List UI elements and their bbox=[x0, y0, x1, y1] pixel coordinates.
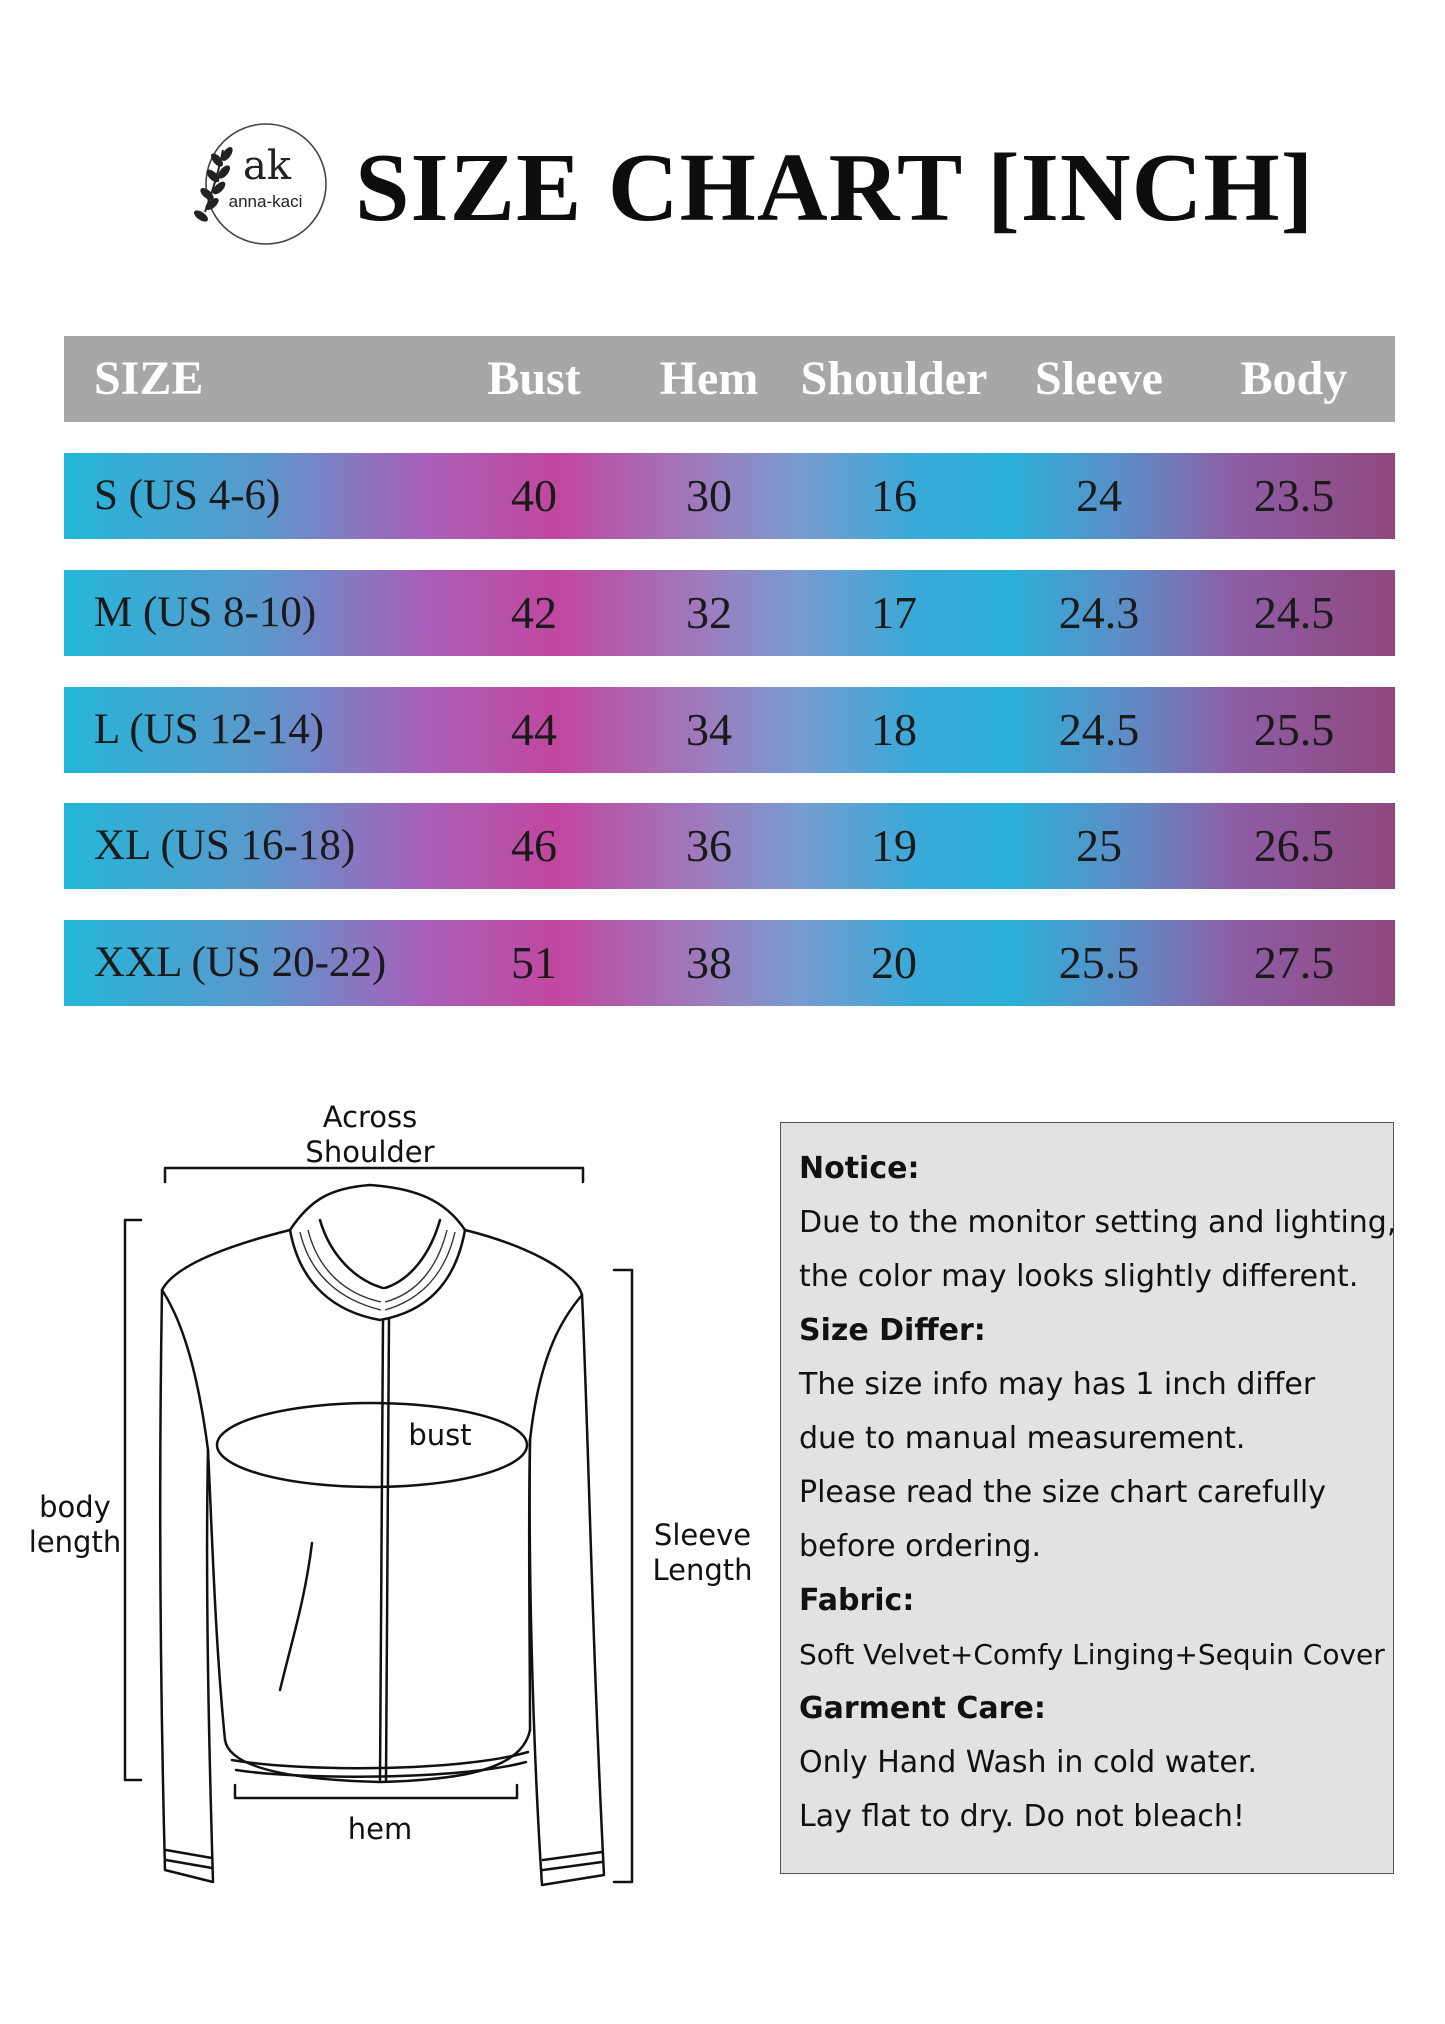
sleeve-length-label bbox=[640, 1518, 765, 1588]
column-header-hem: Hem bbox=[659, 352, 759, 405]
across-shoulder-label bbox=[290, 1100, 450, 1170]
page-title: SIZE CHART [INCH] bbox=[355, 134, 1315, 242]
shoulder-cell: 17 bbox=[871, 587, 917, 638]
bust-cell: 44 bbox=[511, 704, 557, 755]
across-shoulder-line-1: Across bbox=[322, 1100, 418, 1134]
hem-cell: 38 bbox=[686, 937, 732, 988]
column-header-shoulder: Shoulder bbox=[800, 352, 988, 405]
sleeve-cell: 24.3 bbox=[1058, 587, 1140, 638]
body-cell: 27.5 bbox=[1253, 937, 1335, 988]
size-cell: L (US 12-14) bbox=[94, 706, 325, 753]
bust-cell: 40 bbox=[511, 470, 557, 521]
hem-cell: 34 bbox=[686, 704, 732, 755]
size-differ-text: due to manual measurement. bbox=[799, 1421, 1246, 1456]
table-row bbox=[64, 453, 1395, 539]
brand-logo bbox=[183, 120, 328, 250]
table-row bbox=[64, 920, 1395, 1006]
size-differ-text: before ordering. bbox=[799, 1529, 1042, 1564]
notice-text: the color may looks slightly different. bbox=[799, 1259, 1359, 1294]
size-cell: M (US 8-10) bbox=[94, 589, 317, 636]
measurement-diagram bbox=[0, 1080, 780, 1930]
table-row bbox=[64, 570, 1395, 656]
hem-label: hem bbox=[347, 1812, 413, 1846]
column-header-body: Body bbox=[1240, 352, 1348, 405]
table-row bbox=[64, 687, 1395, 773]
hem-cell: 36 bbox=[686, 820, 732, 871]
body-length-line-2: length bbox=[28, 1525, 122, 1559]
sleeve-cell: 24 bbox=[1076, 470, 1122, 521]
bust-cell: 42 bbox=[511, 587, 557, 638]
column-header-sleeve: Sleeve bbox=[1035, 352, 1163, 405]
body-cell: 23.5 bbox=[1253, 470, 1335, 521]
bust-cell: 46 bbox=[511, 820, 557, 871]
sleeve-cell: 25.5 bbox=[1058, 937, 1140, 988]
shoulder-cell: 19 bbox=[871, 820, 917, 871]
size-cell: S (US 4-6) bbox=[94, 472, 281, 519]
across-shoulder-line-2: Shoulder bbox=[305, 1135, 435, 1169]
logo-wordmark: anna-kaci bbox=[228, 192, 303, 211]
column-header-size: SIZE bbox=[94, 352, 204, 405]
fabric-text: Soft Velvet+Comfy Linging+Sequin Cover bbox=[799, 1638, 1385, 1671]
sleeve-length-line-2: Length bbox=[652, 1553, 753, 1587]
bust-cell: 51 bbox=[511, 937, 557, 988]
body-cell: 25.5 bbox=[1253, 704, 1335, 755]
size-differ-text: Please read the size chart carefully bbox=[799, 1475, 1326, 1510]
notice-box bbox=[780, 1122, 1397, 1874]
hem-cell: 30 bbox=[686, 470, 732, 521]
notice-heading: Notice: bbox=[799, 1151, 920, 1186]
fabric-heading: Fabric: bbox=[799, 1583, 915, 1618]
garment-care-heading: Garment Care: bbox=[799, 1691, 1046, 1726]
body-cell: 24.5 bbox=[1253, 587, 1335, 638]
size-cell: XL (US 16-18) bbox=[94, 822, 356, 869]
garment-care-text: Lay flat to dry. Do not bleach! bbox=[799, 1799, 1245, 1834]
body-length-line-1: body bbox=[39, 1490, 111, 1524]
table-header bbox=[64, 336, 1395, 422]
shoulder-cell: 16 bbox=[871, 470, 917, 521]
notice-text: Due to the monitor setting and lighting, bbox=[799, 1205, 1397, 1240]
body-cell: 26.5 bbox=[1253, 820, 1335, 871]
shoulder-cell: 18 bbox=[871, 704, 917, 755]
sleeve-cell: 24.5 bbox=[1058, 704, 1140, 755]
hem-cell: 32 bbox=[686, 587, 732, 638]
logo-monogram: ak bbox=[242, 143, 292, 189]
table-row bbox=[64, 803, 1395, 889]
size-differ-heading: Size Differ: bbox=[799, 1313, 986, 1348]
shoulder-cell: 20 bbox=[871, 937, 917, 988]
garment-care-text: Only Hand Wash in cold water. bbox=[799, 1745, 1257, 1780]
bust-label: bust bbox=[408, 1418, 472, 1452]
sleeve-length-line-1: Sleeve bbox=[653, 1518, 752, 1552]
body-length-label bbox=[15, 1490, 135, 1560]
size-differ-text: The size info may has 1 inch differ bbox=[799, 1367, 1316, 1402]
column-header-bust: Bust bbox=[487, 352, 581, 405]
size-cell: XXL (US 20-22) bbox=[94, 939, 387, 986]
sleeve-cell: 25 bbox=[1076, 820, 1122, 871]
